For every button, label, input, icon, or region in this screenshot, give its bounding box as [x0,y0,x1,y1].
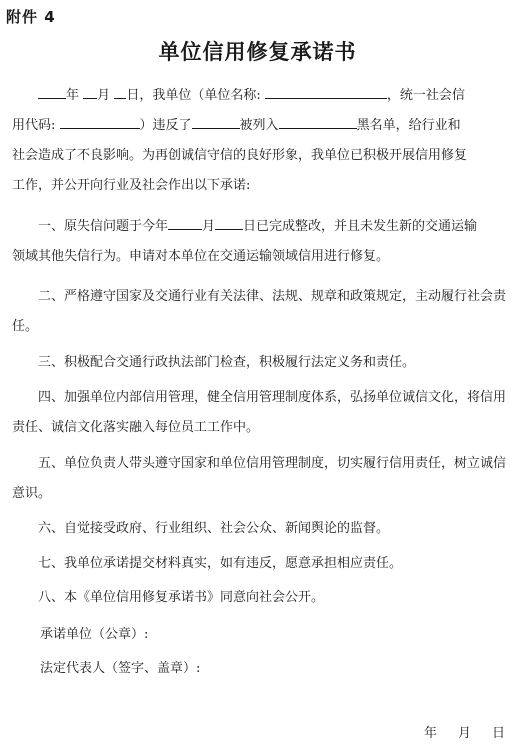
item-2: 二、严格遵守国家及交通行业有关法律、法规、规章和政策规定，主动履行社会责任。 [12,289,507,334]
item-3: 三、积极配合交通行政执法部门检查，积极履行法定义务和责任。 [38,355,416,370]
blacklist-blank[interactable] [279,114,357,129]
violation-blank[interactable] [192,114,240,129]
unified-code-label: ，统一社会信 [386,88,465,103]
attachment-label: 附件 4 [6,8,56,26]
intro-paragraph [12,81,506,201]
code-label: 用代码: [12,118,56,133]
item-1 [12,212,506,272]
item-1-line-1 [12,212,506,242]
date-year: 年 [424,726,438,741]
item-6: 六、自觉接受政府、行业组织、社会公众、新闻舆论的监督。 [38,521,390,536]
item-7: 七、我单位承诺提交材料真实，如有违反，愿意承担相应责任。 [38,556,403,571]
intro-line-2 [12,111,506,141]
item-1-day-blank[interactable] [215,215,243,230]
listed-label: 被列入 [239,118,279,133]
unit-name-label: 日，我单位（单位名称: [126,88,261,103]
signature-unit: 承诺单位（公章）: [40,627,149,642]
signature-representative: 法定代表人（签字、盖章）: [40,661,201,676]
violated-label: ）违反了 [139,118,192,133]
item-5: 五、单位负责人带头遵守国家和单位信用管理制度，切实履行信用责任，树立诚信意识。 [12,456,507,501]
item-4: 四、加强单位内部信用管理，健全信用管理制度体系，弘扬单位诚信文化，将信用责任、诚信文化落实融入每位员工工作中。 [12,390,507,435]
code-blank[interactable] [60,114,140,129]
day-blank[interactable] [114,84,126,99]
item-1-line-2: 领域其他失信行为。申请对本单位在交通运输领域信用进行修复。 [12,249,390,264]
intro-line-1 [12,81,506,111]
date-month: 月 [458,726,472,741]
document-title: 单位信用修复承诺书 [158,40,357,64]
date-day: 日 [492,726,506,741]
item-1-month-blank[interactable] [168,215,202,230]
month-label: 月 [97,88,111,103]
year-blank[interactable] [38,84,66,99]
year-label: 年 [66,88,80,103]
item-1-part-c: 日已完成整改，并且未发生新的交通运输 [243,219,478,234]
unit-name-blank[interactable] [265,84,387,99]
item-8: 八、本《单位信用修复承诺书》同意向社会公开。 [38,590,325,605]
intro-line-3: 社会造成了不良影响。为再创诚信守信的良好形象，我单位已积极开展信用修复 [12,148,468,163]
intro-line-4: 工作，并公开向行业及社会作出以下承诺: [12,178,251,193]
item-1-part-a: 一、原失信问题于今年 [38,219,169,234]
blacklist-label: 黑名单，给行业和 [356,118,461,133]
month-blank[interactable] [83,84,97,99]
item-1-part-b: 月 [202,219,216,234]
